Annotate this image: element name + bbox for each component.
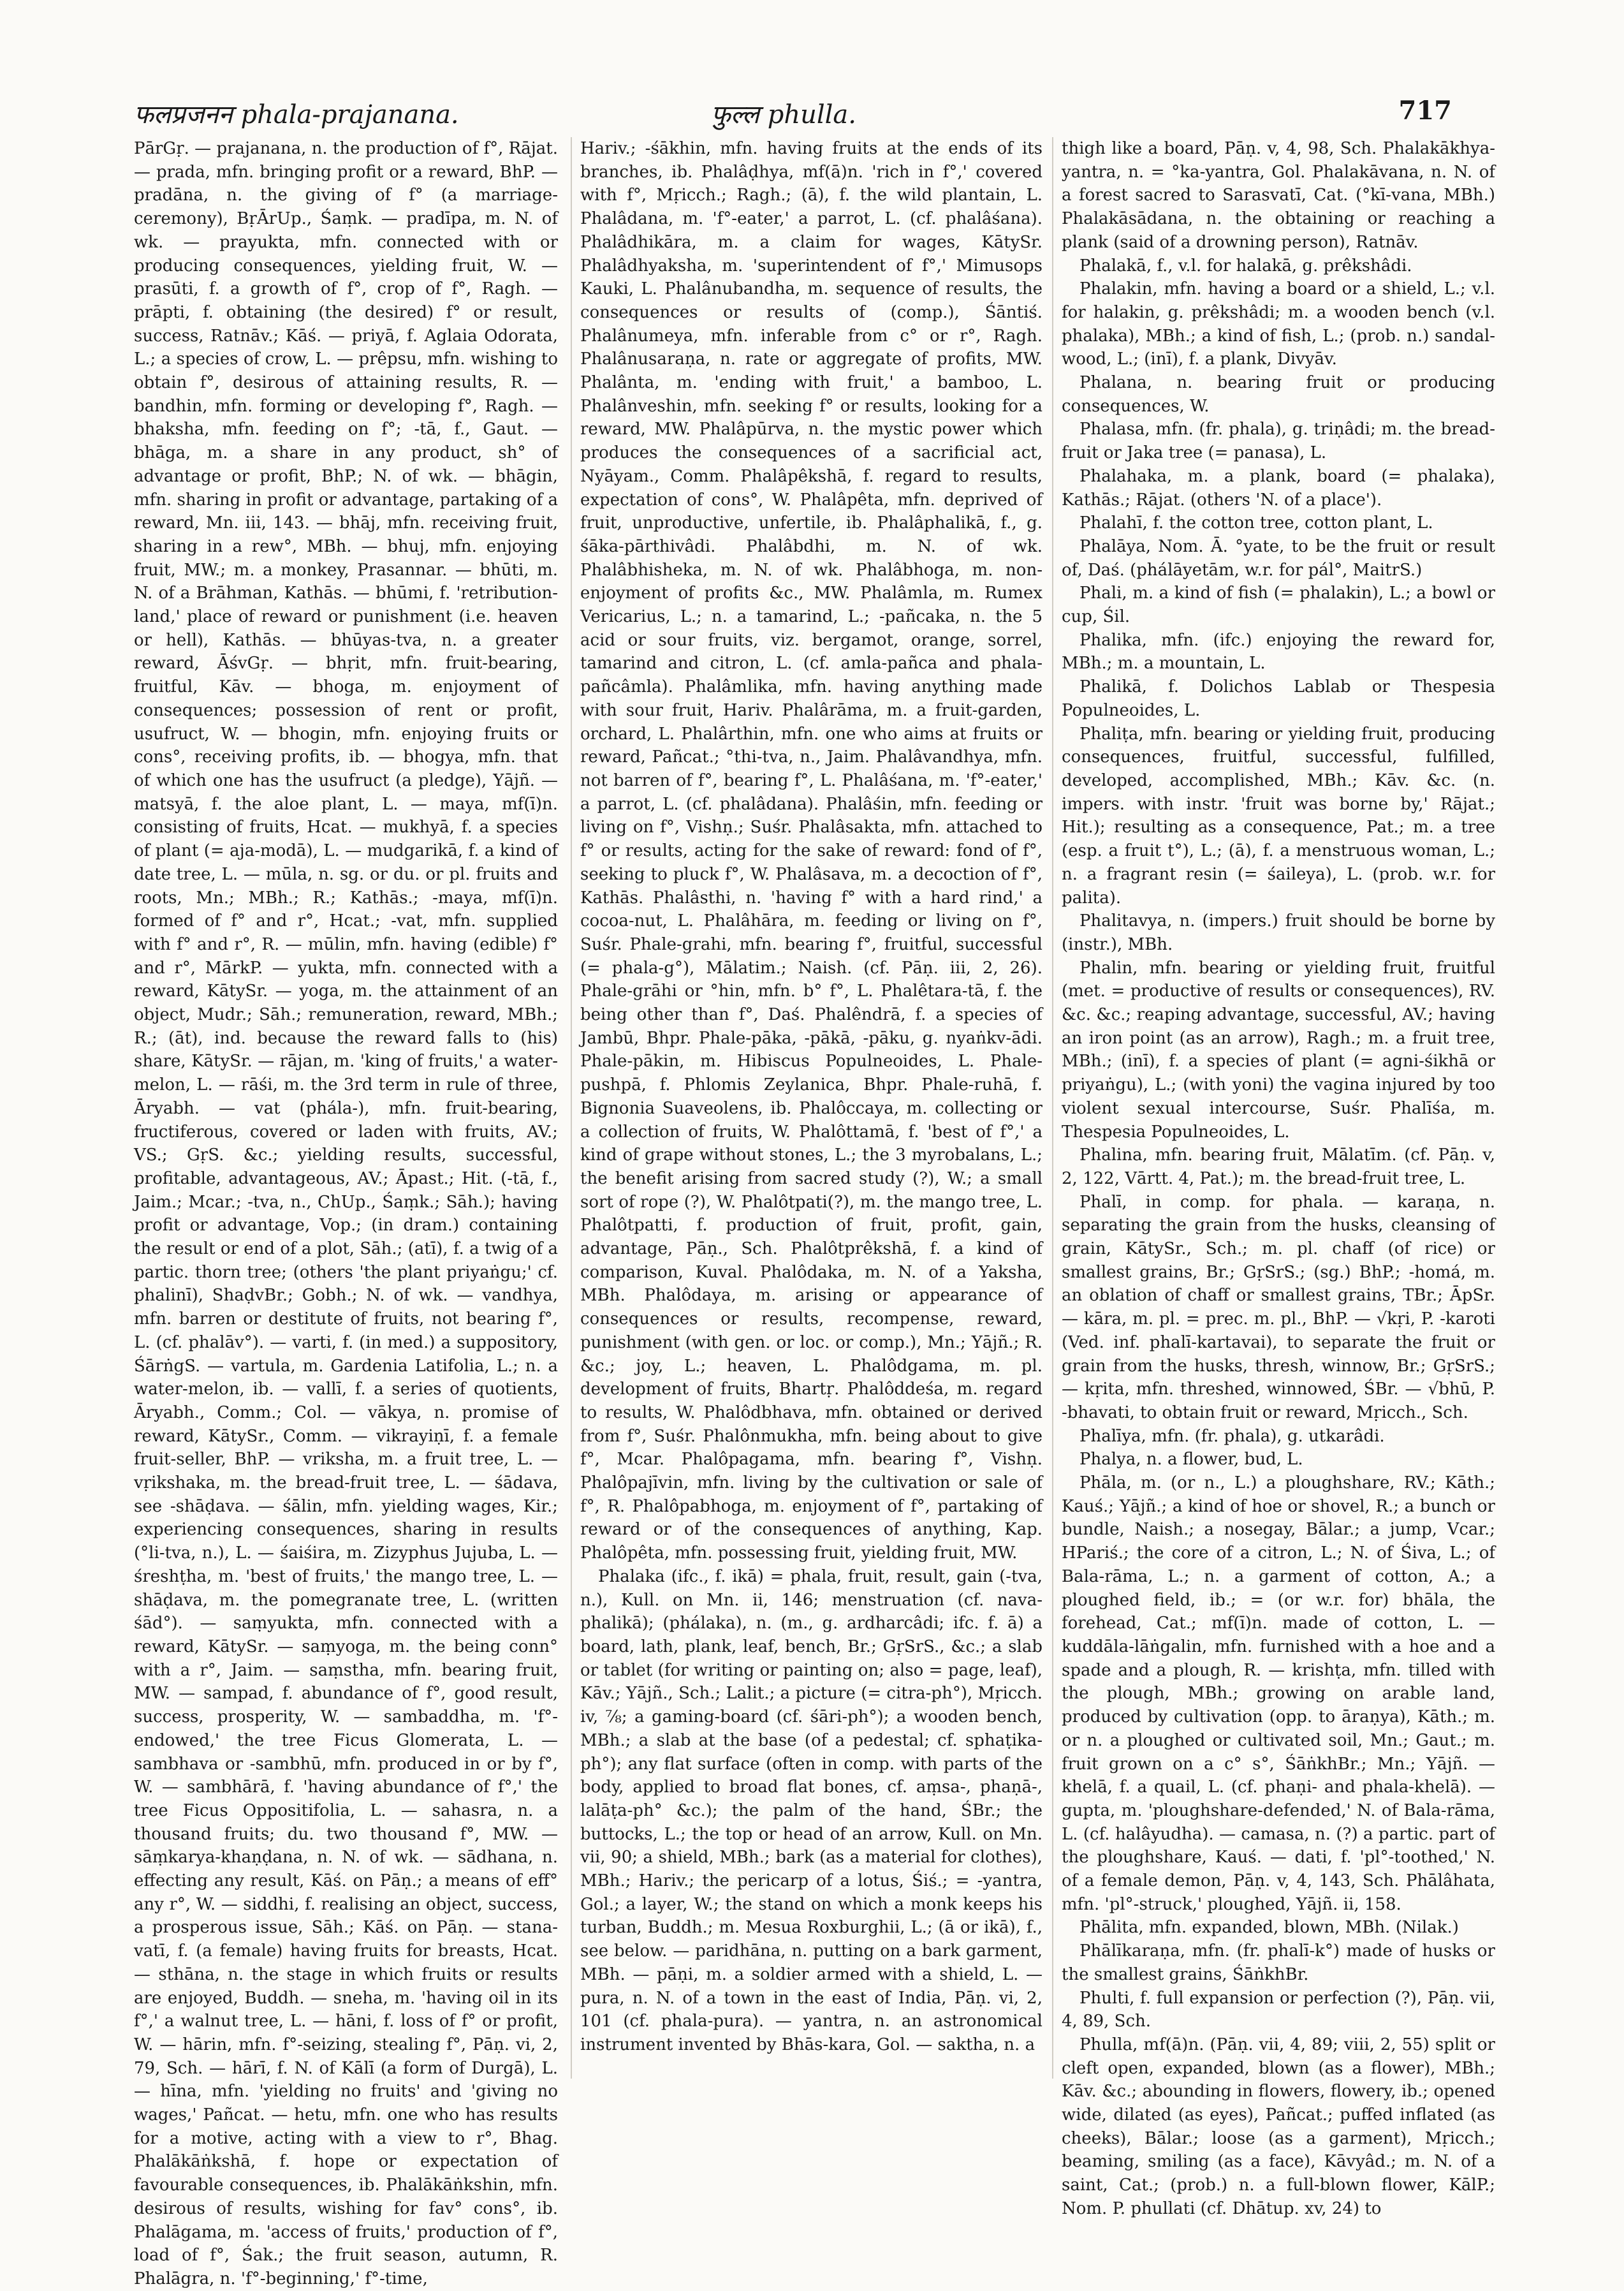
dictionary-entry: Phalakā, f., v.l. for halakā, g. prêkshâdi. [1079,256,1412,276]
dictionary-entry: Phalīya, mfn. (fr. phala), g. utkarâdi. [1079,1426,1385,1446]
column-2 [580,137,1042,2076]
dictionary-entry: Phulti, f. full expansion or perfection (?), Pāṇ. vii, 4, 89, Sch. [1062,1988,1495,2031]
dictionary-entry: Phalika, mfn. (ifc.) enjoying the reward for, MBh.; m. a mountain, L. [1062,630,1495,674]
dictionary-entry: Phālita, mfn. expanded, blown, MBh. (Nilak.) [1079,1918,1459,1938]
dictionary-entry: Phalasa, mfn. (fr. phala), g. triṇâdi; m. the bread-fruit or Jaka tree (= panasa), L. [1062,420,1495,463]
dictionary-entry: Hariv.; -śākhin, mfn. having fruits at the ends of its branches, ib. Phalâḍhya, mf(ā)n. 'rich in f°,' covered with f°, Mṛicch.; Ragh.; (ā), f. the wild plantain, L. Phalâdana, m. 'f°-eater,' a parrot, L. (cf. phalâśana). Phalâdhikāra, m. a claim for wages, KātySr. Phalâdhyaksha, m. 'superintendent of f°,' Mimusops Kauki, L. Phalânubandha, m. sequence of results, the consequences or results of (comp.), Śāntiś. Phalânumeya, mfn. inferable from c° or r°, Ragh. Phalânusaraṇa, n. rate or aggregate of profits, MW. Phalânta, m. 'ending with fruit,' a bamboo, L. Phalânveshin, mfn. seeking f° or results, looking for a reward, MW. Phalâpūrva, n. the mystic power which produces the consequences of a sacrificial act, Nyāyam., Comm. Phalâpêkshā, f. regard to results, expectation of cons°, W. Phalâpêta, mfn. deprived of fruit, unproductive, unfertile, ib. Phalâphalikā, f., g. śāka-pārthivâdi. Phalâbdhi, m. N. of wk. Phalâbhisheka, m. N. of wk. Phalâbhoga, m. non-enjoyment of profits &c., MW. Phalâmla, m. Rumex Vericarius, L.; n. a tamarind, L.; -pañcaka, n. the 5 acid or sour fruits, viz. bergamot, orange, sorrel, tamarind and citron, L. (cf. amla-pañca and phala-pañcâmla). Phalâmlika, mfn. having anything made with sour fruit, Hariv. Phalârāma, m. a fruit-garden, orchard, L. Phalârthin, mfn. one who aims at fruits or reward, Pañcat.; °thi-tva, n., Jaim. Phalâvandhya, mfn. not barren of f°, bearing f°, L. Phalâśana, m. 'f°-eater,' a parrot, L. (cf. phalâdana). Phalâśin, mfn. feeding or living on f°, Vishṇ.; Suśr. Phalâsakta, mfn. attached to f° or results, acting for the sake of reward: fond of f°, seeking to pluck f°, W. Phalâsava, m. a decoction of f°, Kathās. Phalâsthi, n. 'having f° with a hard rind,' a cocoa-nut, L. Phalâhāra, m. feeding or living on f°, Suśr. Phale-grahi, mfn. bearing f°, fruitful, successful (= phala-g°), Mālatim.; Naish. (cf. Pāṇ. iii, 2, 26). Phale-grāhi or °hin, mfn. b° f°, L. Phalêtara-tā, f. the being other than f°, Daś. Phalêndrā, f. a species of Jambū, Bhpr. Phale-pāka, -pākā, -pāku, g. nyaṅkv-ādi. Phale-pākin, m. Hibiscus Populneoides, L. Phale-pushpā, f. Phlomis Zeylanica, Bhpr. Phale-ruhā, f. Bignonia Suaveolens, ib. Phalôccaya, m. collecting or a collection of fruits, W. Phalôttamā, f. 'best of f°,' a kind of grape without stones, L.; the 3 myrobalans, L.; the benefit arising from sacred study (?), W.; a small sort of rope (?), W. Phalôtpati(?), m. the mango tree, L. Phalôtpatti, f. production of fruit, profit, gain, advantage, Pāṇ., Sch. Phalôtprêkshā, f. a kind of comparison, Kuval. Phalôdaka, m. N. of a Yaksha, MBh. Phalôdaya, m. arising or appearance of consequences or results, recompense, reward, punishment (with gen. or loc. or comp.), Mn.; Yājñ.; R. &c.; joy, L.; heaven, L. Phalôdgama, m. pl. development of fruits, Bhartṛ. Phalôddeśa, m. regard to results, W. Phalôdbhava, mfn. obtained or derived from f°, Suśr. Phalônmukha, mfn. being about to give f°, Mcar. Phalôpagama, mfn. bearing f°, Vishṇ. Phalôpajīvin, mfn. living by the cultivation or sale of f°, R. Phalôpabhoga, m. enjoyment of f°, partaking of reward or of the consequences of anything, Kap. Phalôpêta, mfn. possessing fruit, yielding fruit, MW. [580,139,1042,1563]
column-divider [571,137,572,2079]
dictionary-entry: Phalahī, f. the cotton tree, cotton plant, L. [1079,513,1433,533]
dictionary-entry: Phalya, n. a flower, bud, L. [1079,1450,1303,1470]
dictionary-entry: Phāla, m. (or n., L.) a ploughshare, RV.; Kāth.; Kauś.; Yājñ.; a kind of hoe or shovel, R.; a bunch or bundle, Naish.; a nosegay, Bālar.; a jump, Vcar.; HPariś.; the core of a citron, L.; N. of Śiva, L.; of Bala-rāma, L.; n. a garment of cotton, A.; a ploughed field, ib.; = (or w.r. for) bhāla, the forehead, Cat.; mf(ī)n. made of cotton, L. — kuddāla-lāṅgalin, mfn. furnished with a hoe and a spade and a plough, R. — krishṭa, mfn. tilled with the plough, MBh.; growing on arable land, produced by cultivation (opp. to āraṇya), Kāth.; m. or n. a ploughed or cultivated soil, Mn.; Gaut.; m. fruit grown on a c° s°, ŚāṅkhBr.; Mn.; Yājñ. — khelā, f. a quail, L. (cf. phaṇi- and phala-khelā). — gupta, m. 'ploughshare-defended,' N. of Bala-rāma, L. (cf. halâyudha). — camasa, n. (?) a partic. part of the ploughshare, Kauś. — dati, f. 'pl°-toothed,' N. of a female demon, Pāṇ. v, 4, 143, Sch. Phālâhata, mfn. 'pl°-struck,' ploughed, Yājñ. ii, 158. [1062,1473,1495,1914]
dictionary-entry: Phalin, mfn. bearing or yielding fruit, fruitful (met. = productive of results or consequences), RV. &c. &c.; reaping advantage, successful, AV.; having an iron point (as an arrow), Ragh.; m. a fruit tree, MBh.; (inī), f. a species of plant (= agni-śikhā or priyaṅgu), L.; (with yoni) the vagina injured by too violent sexual intercourse, Suśr. Phalīśa, m. Thespesia Populneoides, L. [1062,958,1495,1142]
column-divider [1052,137,1053,2079]
dictionary-entry: Phalāya, Nom. Ā. °yate, to be the fruit or result of, Daś. (phálāyetām, w.r. for pál°, MaitrS.) [1062,536,1495,580]
page-number: 717 [1398,96,1452,126]
dictionary-entry: PārGṛ. — prajanana, n. the production of f°, Rājat. — prada, mfn. bringing profit or a reward, BhP. — pradāna, n. the giving of f° (a marriage-ceremony), BṛĀrUp., Śaṃk. — pradīpa, m. N. of wk. — prayukta, mfn. connected with or producing consequences, yielding fruit, W. — prasūti, f. a growth of f°, crop of f°, Ragh. — prāpti, f. obtaining (the desired) f° or result, success, Ratnāv.; Kāś. — priyā, f. Aglaia Odorata, L.; a species of crow, L. — prêpsu, mfn. wishing to obtain f°, desirous of attaining results, R. — bandhin, mfn. forming or developing f°, Ragh. — bhaksha, mfn. feeding on f°; -tā, f., Gaut. — bhāga, m. a share in any product, sh° of advantage or profit, BhP.; N. of wk. — bhāgin, mfn. sharing in profit or advantage, partaking of a reward, Mn. iii, 143. — bhāj, mfn. receiving fruit, sharing in a rew°, MBh. — bhuj, mfn. enjoying fruit, MW.; m. a monkey, Prasannar. — bhūti, m. N. of a Brāhman, Kathās. — bhūmi, f. 'retribution-land,' place of reward or punishment (i.e. heaven or hell), Kathās. — bhūyas-tva, n. a greater reward, ĀśvGṛ. — bhṛit, mfn. fruit-bearing, fruitful, Kāv. — bhoga, m. enjoyment of consequences; possession of rent or profit, usufruct, W. — bhogin, mfn. enjoying fruits or cons°, receiving profits, ib. — bhogya, mfn. that of which one has the usufruct (a pledge), Yājñ. — matsyā, f. the aloe plant, L. — maya, mf(ī)n. consisting of fruits, Hcat. — mukhyā, f. a species of plant (= aja-modā), L. — mudgarikā, f. a kind of date tree, L. — mūla, n. sg. or du. or pl. fruits and roots, Mn.; MBh.; R.; Kathās.; -maya, mf(ī)n. formed of f° and r°, Hcat.; -vat, mfn. supplied with f° and r°, R. — mūlin, mfn. having (edible) f° and r°, MārkP. — yukta, mfn. connected with a reward, KātySr. — yoga, m. the attainment of an object, Mudr.; Sāh.; remuneration, reward, MBh.; R.; (āt), ind. because the reward falls to (his) share, KātySr. — rājan, m. 'king of fruits,' a water-melon, L. — rāśi, m. the 3rd term in rule of three, Āryabh. — vat (phála-), mfn. fruit-bearing, fructiferous, covered or laden with fruits, AV.; VS.; GṛS. &c.; yielding results, successful, profitable, advantageous, AV.; Āpast.; Hit. (-tā, f., Jaim.; Mcar.; -tva, n., ChUp., Śaṃk.; Sāh.); having profit or advantage, Vop.; (in dram.) containing the result or end of a plot, Sāh.; (atī), f. a twig of a partic. thorn tree; (others 'the plant priyaṅgu;' cf. phalinī), ShaḍvBr.; Gobh.; N. of wk. — vandhya, mfn. barren or destitute of fruits, not bearing f°, L. (cf. phalāv°). — varti, f. (in med.) a suppository, ŚārṅgS. — vartula, m. Gardenia Latifolia, L.; n. a water-melon, ib. — vallī, f. a series of quotients, Āryabh., Comm.; Col. — vākya, n. promise of reward, KātySr., Comm. — vikrayiṇī, f. a female fruit-seller, BhP. — vriksha, m. a fruit tree, L. — vṛikshaka, m. the bread-fruit tree, L. — śādava, see -shāḍava. — śālin, mfn. yielding wages, Kir.; experiencing consequences, sharing in results (°li-tva, n.), L. — śaiśira, m. Zizyphus Jujuba, L. — śreshṭha, m. 'best of fruits,' the mango tree, L. — shāḍava, m. the pomegranate tree, L. (written śād°). — saṃyukta, mfn. connected with a reward, KātySr. — saṃyoga, m. the being conn° with a r°, Jaim. — saṃstha, mfn. bearing fruit, MW. — sampad, f. abundance of f°, good result, success, prosperity, W. — sambaddha, m. 'f°-endowed,' the tree Ficus Glomerata, L. — sambhava or -sambhū, mfn. produced in or by f°, W. — sambhārā, f. 'having abundance of f°,' the tree Ficus Oppositifolia, L. — sahasra, n. a thousand fruits; du. two thousand f°, MW. — sāṃkarya-khaṇḍana, n. N. of wk. — sādhana, n. effecting any result, Kāś. on Pāṇ.; a means of eff° any r°, W. — siddhi, f. realising an object, success, a prosperous issue, Sāh.; Kāś. on Pāṇ. — stana-vatī, f. (a female) having fruits for breasts, Hcat. — sthāna, n. the stage in which fruits or results are enjoyed, Buddh. — sneha, m. 'having oil in its f°,' a walnut tree, L. — hāni, f. loss of f° or profit, W. — hārin, mfn. f°-seizing, stealing f°, Pāṇ. vi, 2, 79, Sch. — hārī, f. N. of Kālī (a form of Durgā), L. — hīna, mfn. 'yielding no fruits' and 'giving no wages,' Pañcat. — hetu, mfn. one who has results for a motive, acting with a view to r°, Bhag. Phalākāṅkshā, f. hope or expectation of favourable consequences, ib. Phalākāṅkshin, mfn. desirous of results, wishing for fav° cons°, ib. Phalāgama, m. 'access of fruits,' production of f°, load of f°, Śak.; the fruit season, autumn, R. Phalāgra, n. 'f°-beginning,' f°-time, [134,139,558,2288]
dictionary-entry: thigh like a board, Pāṇ. v, 4, 98, Sch. Phalakākhya-yantra, n. = °ka-yantra, Gol. Phalakāvana, n. N. of a forest sacred to Sarasvatī, Cat. (°kī-vana, MBh.) Phalakāsādana, n. the obtaining or reaching a plank (said of a drowning person), Ratnāv. [1062,139,1495,252]
dictionary-entry: Phulla, mf(ā)n. (Pāṇ. vii, 4, 89; viii, 2, 55) split or cleft open, expanded, blown (as a flower), MBh.; Kāv. &c.; abounding in flowers, flowery, ib.; opened wide, dilated (as eyes), Pañcat.; puffed inflated (as cheeks), Bālar.; loose (as a garment), Mṛicch.; beaming, smiling (as a face), Kāvyâd.; m. N. of a saint, Cat.; (prob.) n. a full-blown flower, KālP.; Nom. P. phullati (cf. Dhātup. xv, 24) to [1062,2035,1495,2218]
column-3 [1062,137,1495,2218]
dictionary-entry: Phalaka (ifc., f. ikā) = phala, fruit, result, gain (-tva, n.), Kull. on Mn. ii, 146; menstruation (cf. nava-phalikā); (phálaka), n. (m., g. ardharcâdi; ifc. f. ā) a board, lath, plank, leaf, bench, Br.; GṛSrS., &c.; a slab or tablet (for writing or painting on; also = page, leaf), Kāv.; Yājñ., Sch.; Lalit.; a picture (= citra-ph°), Mṛicch. iv, ⅞; a gaming-board (cf. śāri-ph°); a wooden bench, MBh.; a slab at the base (of a pedestal; cf. sphaṭika-ph°); any flat surface (often in comp. with parts of the body, applied to broad flat bones, cf. aṃsa-, phaṇā-, lalāṭa-ph° &c.); the palm of the hand, ŚBr.; the buttocks, L.; the top or head of an arrow, Kull. on Mn. vii, 90; a shield, MBh.; bark (as a material for clothes), MBh.; Hariv.; the pericarp of a lotus, Śiś.; = -yantra, Gol.; a layer, W.; the stand on which a monk keeps his turban, Buddh.; m. Mesua Roxburghii, L.; (ā or ikā), f., see below. — paridhāna, n. putting on a bark garment, MBh. — pāṇi, m. a soldier armed with a shield, L. — pura, n. N. of a town in the east of India, Pāṇ. vi, 2, 101 (cf. phala-pura). — yantra, n. an astronomical instrument invented by Bhās-kara, Gol. — saktha, n. a [580,1566,1042,2054]
column-1 [134,137,558,2288]
dictionary-entry: Phalitavya, n. (impers.) fruit should be borne by (instr.), MBh. [1062,911,1495,954]
dictionary-entry: Phali, m. a kind of fish (= phalakin), L.; a bowl or cup, Śil. [1062,584,1495,627]
running-head-left: फलप्रजनन phala-prajanana. [134,100,459,129]
dictionary-entry: Phalakin, mfn. having a board or a shield, L.; v.l. for halakin, g. prêkshâdi; m. a wooden bench (v.l. phalaka), MBh.; a kind of fish, L.; (prob. n.) sandal-wood, L.; (inī), f. a plank, Divyāv. [1062,279,1495,369]
running-head-center: फुल्ल phulla. [711,100,856,129]
dictionary-entry: Phaliṭa, mfn. bearing or yielding fruit, producing consequences, fruitful, successful, fulfilled, developed, accomplished, MBh.; Kāv. &c. (n. impers. with instr. 'fruit was borne by,' Rājat.; Hit.); resulting as a consequence, Pat.; m. a tree (esp. a fruit t°), L.; (ā), f. a menstruous woman, L.; n. a fragrant resin (= śaileya), L. (prob. w.r. for palita). [1062,724,1495,908]
dictionary-entry: Phalī, in comp. for phala. — karaṇa, n. separating the grain from the husks, cleansing of grain, KātySr., Sch.; m. pl. chaff (of rice) or smallest grains, Br.; GṛSrS.; (sg.) BhP.; -homá, m. an oblation of chaff or smallest grains, TBr.; ĀpSr. — kāra, m. pl. = prec. m. pl., BhP. — √kṛi, P. -karoti (Ved. inf. phalī-kartavai), to separate the fruit or grain from the husks, thresh, winnow, Br.; GṛSrS.; — kṛita, mfn. threshed, winnowed, ŚBr. — √bhū, P. -bhavati, to obtain fruit or reward, Mṛicch., Sch. [1062,1192,1495,1422]
dictionary-entry: Phālīkaraṇa, mfn. (fr. phalī-k°) made of husks or the smallest grains, ŚāṅkhBr. [1062,1941,1495,1984]
dictionary-entry: Phalahaka, m. a plank, board (= phalaka), Kathās.; Rājat. (others 'N. of a place'). [1062,466,1495,510]
dictionary-entry: Phalikā, f. Dolichos Lablab or Thespesia Populneoides, L. [1062,677,1495,720]
dictionary-entry: Phalina, mfn. bearing fruit, Mālatīm. (cf. Pāṇ. v, 2, 122, Vārtt. 4, Pat.); m. the bread-fruit tree, L. [1062,1146,1495,1188]
dictionary-entry: Phalana, n. bearing fruit or producing consequences, W. [1062,373,1495,416]
